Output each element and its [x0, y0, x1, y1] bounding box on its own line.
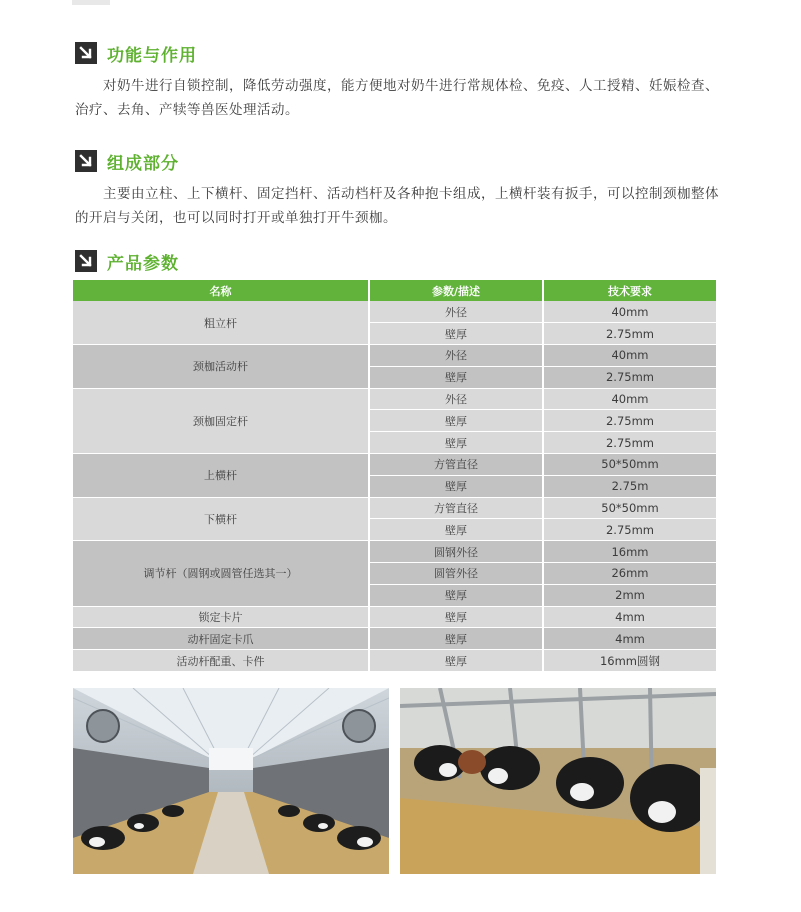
table-header-row: [73, 280, 716, 301]
cell-item-name: 调节杆（圆钢或圆管任选其一）: [73, 541, 369, 606]
cell-requirement: 2.75mm: [543, 323, 716, 345]
cell-requirement: 2.75mm: [543, 519, 716, 541]
arrow-down-right-icon: [75, 42, 97, 64]
cell-parameter: 外径: [369, 388, 543, 410]
cell-parameter: 方管直径: [369, 454, 543, 476]
cell-parameter: 壁厚: [369, 606, 543, 628]
cell-parameter: 壁厚: [369, 432, 543, 454]
cell-parameter: 壁厚: [369, 628, 543, 650]
cell-item-name: 下横杆: [73, 497, 369, 541]
cell-parameter: 圆钢外径: [369, 541, 543, 563]
cell-parameter: 方管直径: [369, 497, 543, 519]
table-row: [73, 541, 716, 563]
arrow-down-right-icon: [75, 150, 97, 172]
cell-item-name: 粗立杆: [73, 301, 369, 345]
cell-item-name: 锁定卡片: [73, 606, 369, 628]
cell-requirement: 4mm: [543, 606, 716, 628]
cell-requirement: 4mm: [543, 628, 716, 650]
table-row: [73, 606, 716, 628]
cell-requirement: 16mm圆钢: [543, 650, 716, 672]
section-title: 组成部分: [107, 153, 179, 174]
cell-requirement: 2.75mm: [543, 410, 716, 432]
cell-parameter: 壁厚: [369, 323, 543, 345]
cell-parameter: 壁厚: [369, 584, 543, 606]
cell-requirement: 50*50mm: [543, 454, 716, 476]
parameters-table: [73, 280, 716, 672]
section-parameters: [75, 248, 725, 274]
cell-requirement: 2.75mm: [543, 432, 716, 454]
section-body: 主要由立柱、上下横杆、固定挡杆、活动档杆及各种抱卡组成，上横杆装有扳手，可以控制颈枷整体的开启与关闭，也可以同时打开或单独打开牛颈枷。: [75, 186, 719, 226]
table-row: [73, 345, 716, 367]
cell-requirement: 16mm: [543, 541, 716, 563]
section-header: [75, 40, 725, 66]
cell-requirement: 50*50mm: [543, 497, 716, 519]
cell-requirement: 40mm: [543, 301, 716, 323]
cows-feeding-photo: [400, 688, 716, 874]
cell-requirement: 26mm: [543, 563, 716, 585]
column-header-requirement: 技术要求: [543, 280, 716, 301]
top-tab-decoration: [72, 0, 110, 5]
cell-parameter: 壁厚: [369, 366, 543, 388]
table-row: [73, 388, 716, 410]
section-components: [75, 148, 725, 230]
cell-requirement: 2mm: [543, 584, 716, 606]
cell-parameter: 圆管外径: [369, 563, 543, 585]
table-row: [73, 454, 716, 476]
section-header: [75, 148, 725, 174]
section-function: [75, 40, 725, 122]
barn-aisle-photo: [73, 688, 389, 874]
cell-parameter: 外径: [369, 345, 543, 367]
section-title: 产品参数: [107, 253, 179, 274]
section-body: 对奶牛进行自锁控制，降低劳动强度，能方便地对奶牛进行常规体检、免疫、人工授精、妊娠检查、治疗、去角、产犊等兽医处理活动。: [75, 78, 719, 118]
cell-parameter: 壁厚: [369, 519, 543, 541]
cell-requirement: 40mm: [543, 388, 716, 410]
table-row: [73, 628, 716, 650]
cell-item-name: 活动杆配重、卡件: [73, 650, 369, 672]
column-header-param: 参数/描述: [369, 280, 543, 301]
cell-requirement: 2.75mm: [543, 366, 716, 388]
cell-parameter: 外径: [369, 301, 543, 323]
cell-requirement: 40mm: [543, 345, 716, 367]
cell-parameter: 壁厚: [369, 650, 543, 672]
cell-item-name: 颈枷活动杆: [73, 345, 369, 389]
cell-item-name: 上横杆: [73, 454, 369, 498]
table-row: [73, 650, 716, 672]
cell-parameter: 壁厚: [369, 410, 543, 432]
table-row: [73, 301, 716, 323]
cell-parameter: 壁厚: [369, 475, 543, 497]
cell-item-name: 颈枷固定杆: [73, 388, 369, 453]
table-row: [73, 497, 716, 519]
arrow-down-right-icon: [75, 250, 97, 272]
cell-requirement: 2.75m: [543, 475, 716, 497]
section-title: 功能与作用: [107, 45, 197, 66]
column-header-name: 名称: [73, 280, 369, 301]
section-header: [75, 248, 725, 274]
cell-item-name: 动杆固定卡爪: [73, 628, 369, 650]
